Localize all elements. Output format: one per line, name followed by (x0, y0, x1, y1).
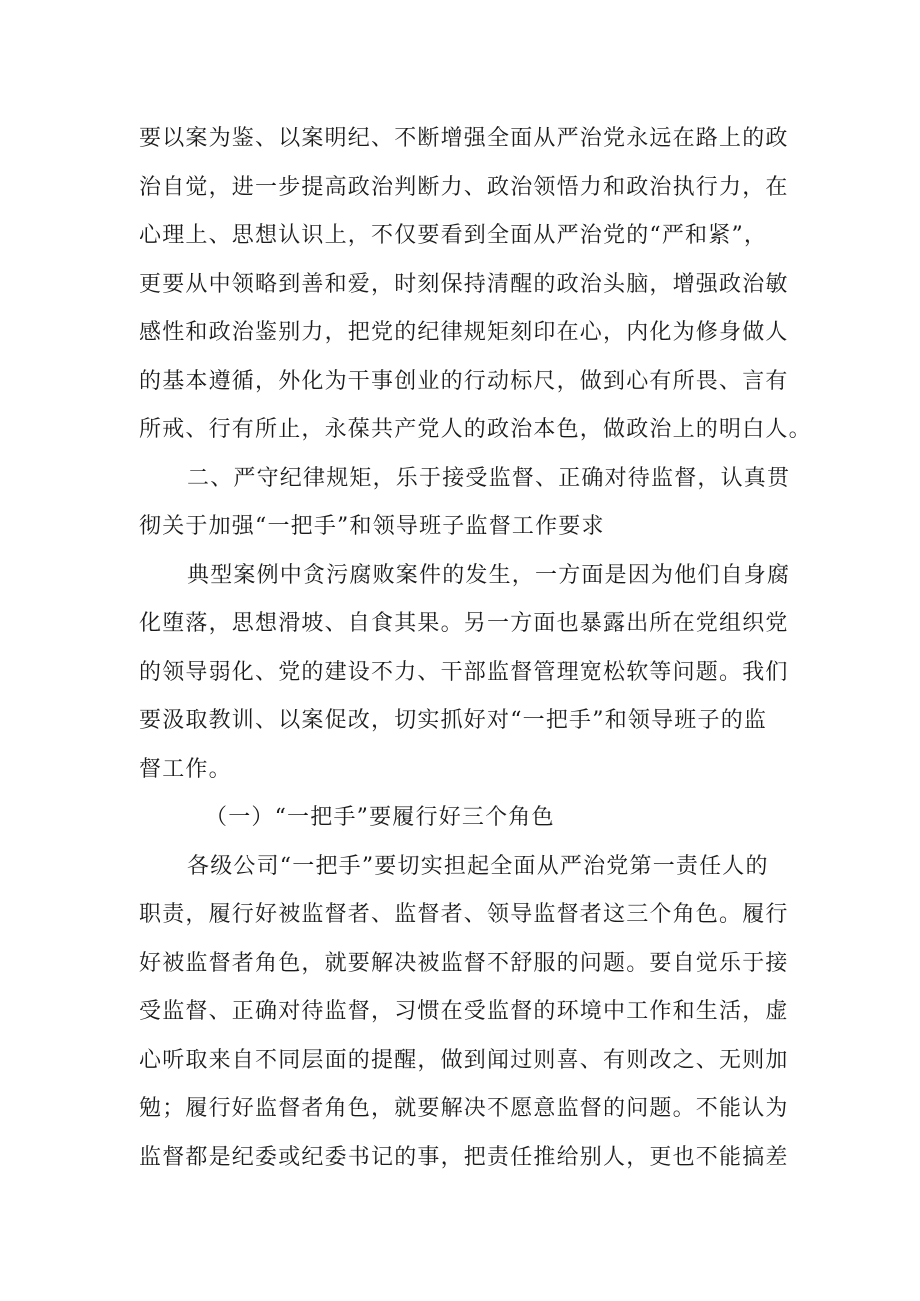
text-line: 典型案例中贪污腐败案件的发生，一方面是因为他们自身腐 (187, 562, 791, 588)
text-line: 心理上、思想认识上，不仅要看到全面从严治党的“严和紧”， (139, 223, 768, 248)
text-line: 受监督、正确对待监督，习惯在受监督的环境中工作和生活，虚 (139, 999, 789, 1024)
text-line: 更要从中领略到善和爱，时刻保持清醒的政治头脑，增强政治敏 (139, 271, 789, 297)
section-heading-line: 彻关于加强“一把手”和领导班子监督工作要求 (139, 514, 605, 539)
text-line: 好被监督者角色，就要解决被监督不舒服的问题。要自觉乐于接 (139, 950, 789, 976)
text-line: 监督都是纪委或纪委书记的事，把责任推给别人，更也不能搞差 (139, 1144, 789, 1170)
text-line: 勉；履行好监督者角色，就要解决不愿意监督的问题。不能认为 (139, 1096, 789, 1121)
text-line: 要以案为鉴、以案明纪、不断增强全面从严治党永远在路上的政 (139, 126, 789, 151)
document-body (139, 115, 812, 1182)
subsection-heading-line: （一）“一把手”要履行好三个角色 (205, 805, 555, 830)
section-heading-line: 二、严守纪律规矩，乐于接受监督、正确对待监督，认真贯 (187, 465, 791, 491)
text-line: 职责，履行好被监督者、监督者、领导监督者这三个角色。履行 (139, 902, 789, 927)
text-line: 各级公司“一把手”要切实担起全面从严治党第一责任人的 (187, 853, 769, 879)
text-line: 心听取来自不同层面的提醒，做到闻过则喜、有则改之、无则加 (139, 1047, 789, 1073)
text-line: 督工作。 (139, 756, 232, 782)
text-line: 感性和政治鉴别力，把党的纪律规矩刻印在心，内化为修身做人 (139, 320, 789, 345)
text-line: 的基本遵循，外化为干事创业的行动标尺，做到心有所畏、言有 (139, 368, 789, 394)
text-line: 所戒、行有所止，永葆共产党人的政治本色，做政治上的明白人。 (139, 417, 812, 442)
text-line: 治自觉，进一步提高政治判断力、政治领悟力和政治执行力，在 (139, 174, 789, 200)
text-line: 化堕落，思想滑坡、自食其果。另一方面也暴露出所在党组织党 (139, 611, 789, 636)
text-line: 的领导弱化、党的建设不力、干部监督管理宽松软等问题。我们 (139, 659, 789, 685)
text-line: 要汲取教训、以案促改，切实抓好对“一把手”和领导班子的监 (139, 708, 768, 733)
